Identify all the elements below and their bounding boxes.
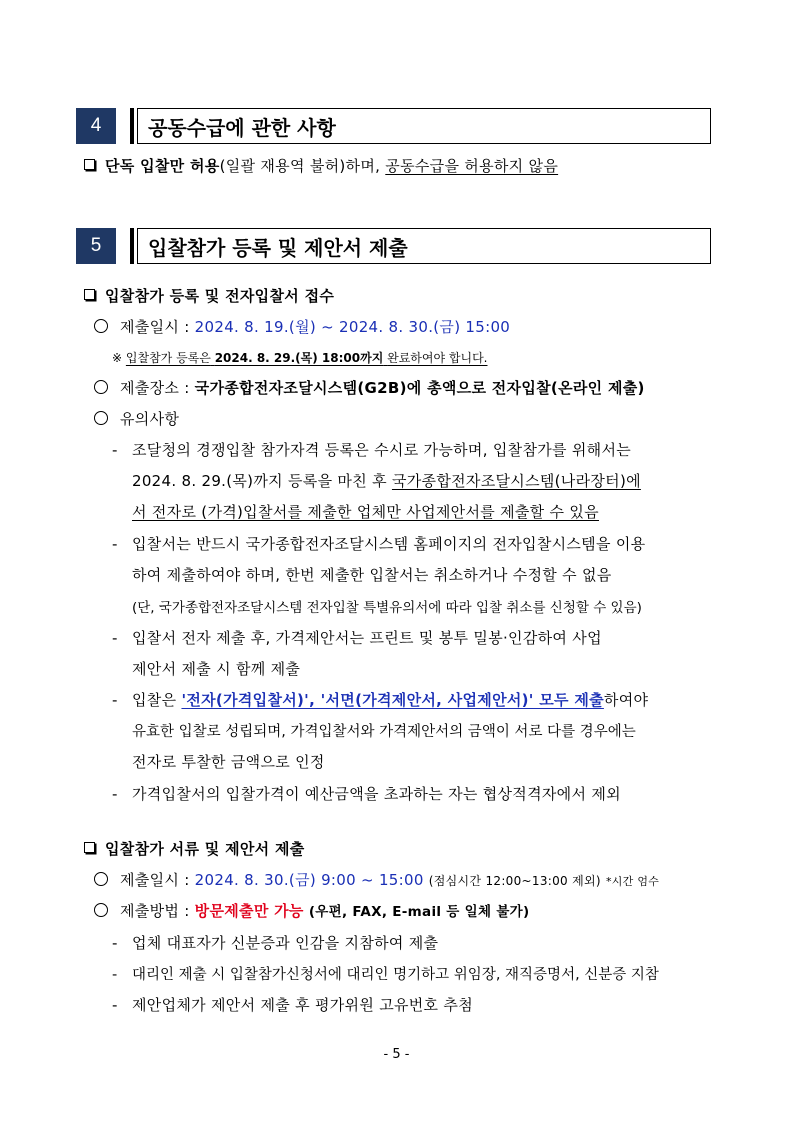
checkbox-square-icon: [84, 159, 95, 170]
caution-item-1-line1: - 조달청의 경쟁입찰 참가자격 등록은 수시로 가능하며, 입찰참가를 위해서는: [112, 441, 632, 459]
circle-bullet-icon: [94, 380, 108, 394]
section-5-number: 5: [76, 228, 116, 264]
section-4-title: 공동수급에 관한 사항: [137, 108, 711, 144]
circle-bullet-icon: [94, 411, 108, 425]
caution-item-2-line1: - 입찰서는 반드시 국가종합전자조달시스템 홈페이지의 전자입찰시스템을 이용: [112, 535, 646, 553]
section-4-divider: [130, 108, 134, 144]
caution-item-1-line3: 서 전자로 (가격)입찰서를 제출한 업체만 사업제안서를 제출할 수 있음: [132, 503, 599, 521]
sub1-note: ※ 입찰참가 등록은 2024. 8. 29.(목) 18:00까지 완료하여야 합니다.: [112, 351, 488, 365]
method-item-3: - 제안업체가 제안서 제출 후 평가위원 고유번호 추첨: [112, 996, 474, 1014]
circle-bullet-icon: [94, 903, 108, 917]
method-item-2: - 대리인 제출 시 입찰참가신청서에 대리인 명기하고 위임장, 재직증명서, 신분증 지참: [112, 967, 659, 983]
checkbox-square-icon: [84, 842, 95, 853]
caution-item-4-line1: - 입찰은 '전자(가격입찰서)', '서면(가격제안서, 사업제안서)' 모두 제출하여야: [112, 691, 649, 709]
caution-item-4-line2: 유효한 입찰로 성립되며, 가격입찰서와 가격제안서의 금액이 서로 다를 경우에는: [132, 724, 636, 740]
caution-item-3-line2: 제안서 제출 시 함께 제출: [132, 660, 301, 678]
sub1-caution-label: 유의사항: [94, 408, 179, 429]
sub1-place: 제출장소 : 국가종합전자조달시스템(G2B)에 총액으로 전자입찰(온라인 제출): [94, 377, 645, 398]
page-number: - 5 -: [383, 1047, 410, 1062]
sub2-heading: 입찰참가 서류 및 제안서 제출: [84, 838, 305, 859]
circle-bullet-icon: [94, 319, 108, 333]
caution-item-1-line2: 2024. 8. 29.(목)까지 등록을 마친 후 국가종합전자조달시스템(나라장터)에: [132, 472, 641, 490]
sub2-date: 제출일시 : 2024. 8. 30.(금) 9:00 ~ 15:00 (점심시간 12:00~13:00 제외) *시간 엄수: [94, 869, 659, 890]
caution-item-5-line1: - 가격입찰서의 입찰가격이 예산금액을 초과하는 자는 협상적격자에서 제외: [112, 785, 621, 803]
method-item-1: - 업체 대표자가 신분증과 인감을 지참하여 제출: [112, 934, 439, 952]
sub1-date: 제출일시 : 2024. 8. 19.(월) ~ 2024. 8. 30.(금) 15:00: [94, 316, 510, 337]
caution-item-4-line3: 전자로 투찰한 금액으로 인정: [132, 753, 325, 771]
checkbox-square-icon: [84, 289, 95, 300]
caution-item-3-line1: - 입찰서 전자 제출 후, 가격제안서는 프린트 및 봉투 밀봉·인감하여 사업: [112, 629, 602, 647]
sub1-heading: 입찰참가 등록 및 전자입찰서 접수: [84, 285, 334, 306]
sub2-method: 제출방법 : 방문제출만 가능 (우편, FAX, E-mail 등 일체 불가): [94, 900, 529, 921]
section-4-number: 4: [76, 108, 116, 144]
section-4-bullet: 단독 입찰만 허용(일괄 재용역 불허)하며, 공동수급을 허용하지 않음: [84, 155, 558, 176]
circle-bullet-icon: [94, 872, 108, 886]
section-5-title: 입찰참가 등록 및 제안서 제출: [137, 228, 711, 264]
caution-item-2-line3: (단, 국가종합전자조달시스템 전자입찰 특별유의서에 따라 입찰 취소를 신청할 수 있음): [132, 600, 642, 616]
caution-item-2-line2: 하여 제출하여야 하며, 한번 제출한 입찰서는 취소하거나 수정할 수 없음: [132, 566, 612, 584]
section-5-divider: [130, 228, 134, 264]
